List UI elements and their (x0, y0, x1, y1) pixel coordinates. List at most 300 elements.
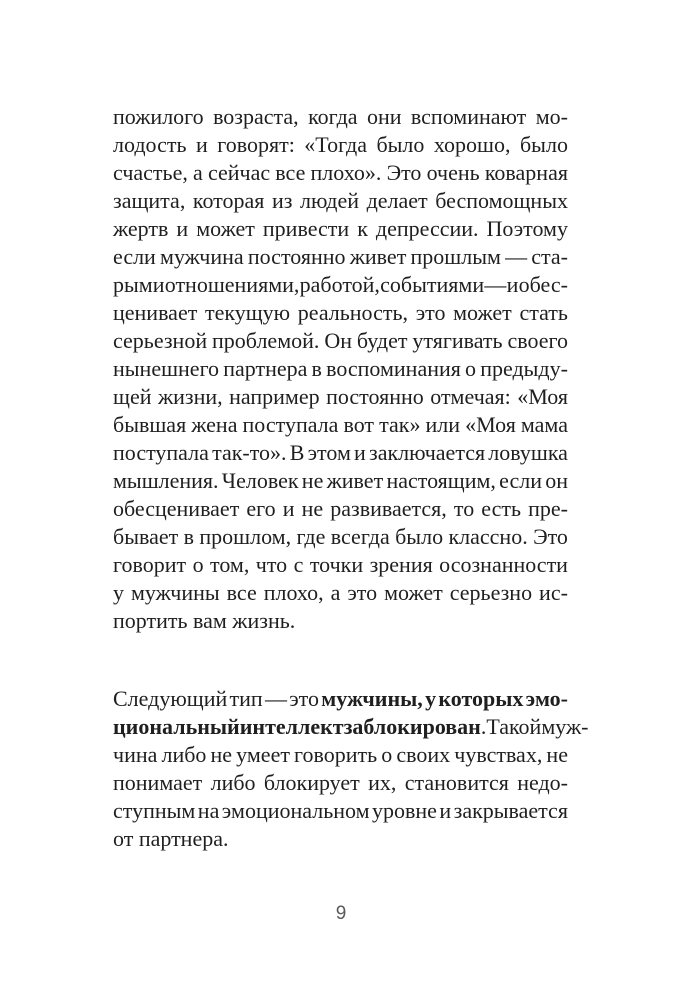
text-line (113, 299, 568, 327)
word (184, 523, 194, 551)
word (236, 741, 290, 769)
bold-text-run: заблокирован (343, 714, 481, 739)
text-run: которая (192, 188, 265, 213)
word (113, 355, 219, 383)
text-line (113, 243, 568, 271)
text-run: серьезной (113, 328, 208, 353)
text-line (113, 355, 568, 383)
word (454, 797, 568, 825)
text-run: осознанности (439, 552, 568, 577)
word (367, 103, 402, 131)
word (327, 467, 384, 495)
text-run: его (246, 496, 276, 521)
text-run: о (192, 552, 204, 577)
text-run: и (195, 132, 208, 157)
text-run: вспоминают (410, 104, 527, 129)
word (386, 467, 495, 495)
text-run: всегда (330, 524, 390, 549)
word (223, 355, 307, 383)
text-run: плохо». (310, 160, 382, 185)
word (395, 523, 443, 551)
text-run: проблемой. (212, 328, 320, 353)
text-run: это (347, 580, 378, 605)
word (213, 103, 299, 131)
word (248, 243, 346, 271)
word (300, 271, 380, 299)
text-run: — (264, 686, 287, 711)
word (176, 215, 188, 243)
text-run: мужчина (160, 244, 244, 269)
text-run: и (506, 272, 519, 297)
text-run: реальность, (297, 300, 409, 325)
word (131, 579, 220, 607)
text-run: серьезно (449, 580, 533, 605)
word (312, 355, 322, 383)
word (113, 713, 240, 741)
text-run: воспоминания (326, 356, 461, 381)
word (212, 327, 319, 355)
word (448, 523, 527, 551)
word (379, 411, 420, 439)
word (330, 495, 447, 523)
word (541, 713, 588, 741)
text-run: плохо, (263, 580, 324, 605)
text-run: бывает (113, 524, 179, 549)
text-run: а (193, 160, 203, 185)
text-run: беспомощных (435, 188, 568, 213)
text-line (113, 825, 568, 853)
text-run: нынешнего (113, 356, 220, 381)
text-run: портить вам жизнь. (113, 608, 296, 633)
text-run: может (384, 580, 443, 605)
word (416, 299, 446, 327)
text-run: мо- (535, 104, 568, 129)
text-line (113, 383, 568, 411)
word (210, 551, 249, 579)
word (484, 271, 506, 299)
word (331, 523, 390, 551)
text-line (113, 495, 568, 523)
text-run: очень (426, 160, 480, 185)
text-run: не (301, 496, 324, 521)
word (480, 355, 568, 383)
text-line (113, 713, 589, 741)
text-line (113, 797, 568, 825)
word (321, 685, 423, 713)
word (275, 159, 305, 187)
word (264, 579, 324, 607)
word (113, 187, 185, 215)
text-run: жена (191, 412, 238, 437)
text-run: отмечая: (430, 384, 511, 409)
word (368, 769, 396, 797)
text-run: и (282, 496, 295, 521)
text-run: не (301, 468, 324, 493)
text-run: привести (262, 216, 350, 241)
word (265, 685, 287, 713)
text-line (113, 607, 568, 635)
text-run: делает (366, 188, 428, 213)
text-run: у (113, 580, 124, 605)
text-run: . (480, 714, 487, 739)
text-run: событиями (380, 272, 485, 297)
word (357, 327, 408, 355)
bold-text-run: мужчины, (321, 686, 423, 711)
word (158, 383, 223, 411)
word (217, 131, 295, 159)
word (357, 215, 368, 243)
word (113, 685, 227, 713)
text-run: защита, (113, 188, 186, 213)
text-line (113, 103, 568, 131)
text-run: «Моя (517, 384, 568, 409)
text-line (113, 579, 568, 607)
text-run: этом (307, 440, 351, 465)
text-run: лодость (113, 132, 187, 157)
word (487, 215, 568, 243)
word (198, 797, 220, 825)
word (499, 467, 542, 495)
text-run: так» (379, 412, 421, 437)
word (344, 713, 487, 741)
word (439, 551, 568, 579)
text-run: что (255, 552, 288, 577)
text-run: есть (481, 496, 522, 521)
word (545, 467, 568, 495)
word (430, 383, 511, 411)
text-line (113, 271, 568, 299)
word (411, 243, 501, 271)
word (296, 523, 325, 551)
word (488, 439, 568, 467)
word (193, 187, 265, 215)
text-run: работой, (299, 272, 380, 297)
word (113, 495, 239, 523)
text-run: говорить (294, 742, 378, 767)
word (113, 551, 186, 579)
word (222, 467, 299, 495)
word (263, 215, 349, 243)
text-run: например (229, 384, 320, 409)
word (113, 579, 124, 607)
word (438, 685, 523, 713)
word (347, 579, 377, 607)
text-run: Это (386, 160, 422, 185)
word (302, 467, 324, 495)
text-run: закрывается (453, 798, 568, 823)
word (208, 159, 270, 187)
word (546, 741, 568, 769)
text-run: рыми (113, 272, 165, 297)
word (370, 551, 433, 579)
text-run: блокирует (263, 770, 360, 795)
word (465, 355, 476, 383)
text-run: недо- (517, 770, 568, 795)
text-run: Человек (221, 468, 299, 493)
word (343, 411, 374, 439)
text-run: понимает (113, 770, 203, 795)
word (481, 495, 521, 523)
word (326, 355, 461, 383)
word (113, 523, 178, 551)
text-run: ис- (539, 580, 568, 605)
word (193, 551, 204, 579)
page-number: 9 (335, 903, 347, 924)
text-run: своего (507, 328, 568, 353)
word (283, 495, 295, 523)
word (113, 439, 209, 467)
word (222, 797, 370, 825)
word (113, 299, 197, 327)
word (113, 741, 157, 769)
word (485, 159, 568, 187)
text-run: с (293, 552, 304, 577)
text-run: ступным (113, 798, 196, 823)
text-run: точки (309, 552, 364, 577)
word (405, 769, 509, 797)
word (369, 439, 485, 467)
word (439, 797, 451, 825)
word (380, 271, 484, 299)
text-run: классно. (448, 524, 528, 549)
word (199, 523, 291, 551)
text-run: партнера (223, 356, 308, 381)
text-run: из (271, 188, 293, 213)
word (161, 741, 206, 769)
word (113, 769, 202, 797)
text-run: Поэтому (486, 216, 568, 241)
text-run: мама (520, 412, 568, 437)
word (454, 495, 474, 523)
text-run: развивается, (330, 496, 447, 521)
text-run: это (289, 686, 319, 711)
text-run: прошлом, (199, 524, 292, 549)
text-run: счастье, (113, 160, 188, 185)
word (212, 439, 287, 467)
text-run: муж- (541, 714, 589, 739)
word (376, 131, 424, 159)
word (246, 495, 275, 523)
word (113, 131, 187, 159)
text-run: пре- (528, 496, 568, 521)
text-run: в (183, 524, 194, 549)
word (113, 103, 204, 131)
text-run: жертв (113, 216, 169, 241)
word (196, 215, 255, 243)
word (310, 551, 363, 579)
text-line (113, 187, 568, 215)
text-run: было (519, 132, 568, 157)
word (384, 579, 443, 607)
text-run: было (395, 524, 444, 549)
text-run: говорят: (217, 132, 295, 157)
text-run: умеет (236, 742, 290, 767)
word (300, 187, 359, 215)
text-run: было (376, 132, 425, 157)
word (229, 383, 319, 411)
text-run: либо (210, 770, 256, 795)
text-run: все (226, 580, 257, 605)
text-run: говорит (113, 552, 187, 577)
text-run: постоянно (326, 384, 424, 409)
text-run: уровне (372, 798, 437, 823)
text-run: — (484, 272, 507, 297)
word (376, 215, 479, 243)
word (453, 299, 512, 327)
bold-text-run: у (425, 686, 437, 711)
text-line (113, 467, 568, 495)
word (486, 713, 541, 741)
text-run: своих (396, 742, 451, 767)
word (165, 271, 300, 299)
text-run: может (453, 300, 512, 325)
word (426, 411, 461, 439)
text-run: о (465, 356, 477, 381)
text-run: Следующий (113, 686, 228, 711)
text-line (113, 215, 568, 243)
word (465, 411, 516, 439)
word (326, 383, 424, 411)
word (526, 685, 568, 713)
text-run: щей (113, 384, 152, 409)
text-run: Такой (486, 714, 542, 739)
text-run: ловушка (488, 440, 568, 465)
text-run: когда (308, 104, 358, 129)
text-run: жизни, (157, 384, 223, 409)
word (230, 685, 263, 713)
text-run: а (330, 580, 341, 605)
word (531, 243, 568, 271)
word (454, 741, 542, 769)
word (308, 103, 357, 131)
word (311, 159, 382, 187)
text-run: чина (113, 742, 158, 767)
word (381, 741, 392, 769)
text-run: депрессии. (375, 216, 479, 241)
word (264, 769, 360, 797)
word (411, 103, 526, 131)
text-run: будет (356, 328, 408, 353)
text-run: том, (210, 552, 250, 577)
word (160, 243, 244, 271)
text-line (113, 327, 568, 355)
text-run: Это (533, 524, 568, 549)
word (256, 551, 287, 579)
text-run: «Моя (465, 412, 516, 437)
word (517, 383, 568, 411)
text-run: к (357, 216, 368, 241)
bold-text-run: интеллект (239, 714, 344, 739)
text-run: мужчины (130, 580, 220, 605)
word (289, 685, 319, 713)
text-run: где (296, 524, 326, 549)
word (350, 243, 407, 271)
text-run: настоящим, (386, 468, 496, 493)
text-run: либо (161, 742, 207, 767)
text-run: о (381, 742, 393, 767)
word (113, 271, 164, 299)
text-run: — (505, 244, 528, 269)
text-run: обес- (518, 272, 568, 297)
text-run: то (453, 496, 475, 521)
word (294, 741, 377, 769)
text-run: не (210, 742, 233, 767)
bold-text-run: циональный (113, 714, 240, 739)
bold-text-run: которых (438, 686, 524, 711)
text-run: и (354, 440, 366, 465)
word (507, 271, 519, 299)
text-run: живет (349, 244, 407, 269)
word (294, 551, 304, 579)
word (193, 159, 203, 187)
text-run: бывшая (113, 412, 187, 437)
page-text-block (113, 103, 589, 853)
word (354, 439, 366, 467)
text-run: и (439, 798, 452, 823)
word (434, 131, 511, 159)
word (521, 411, 568, 439)
text-run: прошлым (410, 244, 501, 269)
text-run: если (113, 244, 156, 269)
text-run: вот (343, 412, 375, 437)
text-run: в (311, 356, 322, 381)
word (227, 579, 257, 607)
word (412, 327, 502, 355)
text-run: ценивает (113, 300, 198, 325)
word (113, 327, 207, 355)
word (528, 495, 568, 523)
word (113, 243, 156, 271)
word (367, 187, 428, 215)
text-run: мышления. (113, 468, 219, 493)
text-line (113, 411, 568, 439)
text-run: или (425, 412, 461, 437)
word (536, 103, 568, 131)
text-line (113, 551, 568, 579)
word (450, 579, 532, 607)
text-run: живет (326, 468, 384, 493)
word (302, 495, 324, 523)
paragraph-1 (113, 103, 568, 635)
text-run: это (415, 300, 446, 325)
text-run: он (545, 468, 568, 493)
text-run: зрения (369, 552, 433, 577)
text-line (113, 439, 568, 467)
word (308, 439, 351, 467)
word (113, 411, 186, 439)
word (517, 769, 568, 797)
text-run: отношениями, (164, 272, 300, 297)
text-run: заключается (369, 440, 486, 465)
word (113, 215, 168, 243)
word (211, 741, 233, 769)
word (387, 159, 422, 187)
text-run: эмоциональном (221, 798, 370, 823)
text-line (113, 523, 568, 551)
text-run: «Тогда (304, 132, 367, 157)
word (324, 327, 352, 355)
text-run: коварная (484, 160, 568, 185)
bold-text-run: эмо- (525, 686, 568, 711)
text-run: они (366, 104, 402, 129)
word (520, 131, 568, 159)
text-run: чувствах, (454, 742, 543, 767)
text-run: предыду- (480, 356, 568, 381)
word (211, 769, 256, 797)
word (205, 299, 290, 327)
word (519, 271, 568, 299)
word (304, 131, 367, 159)
